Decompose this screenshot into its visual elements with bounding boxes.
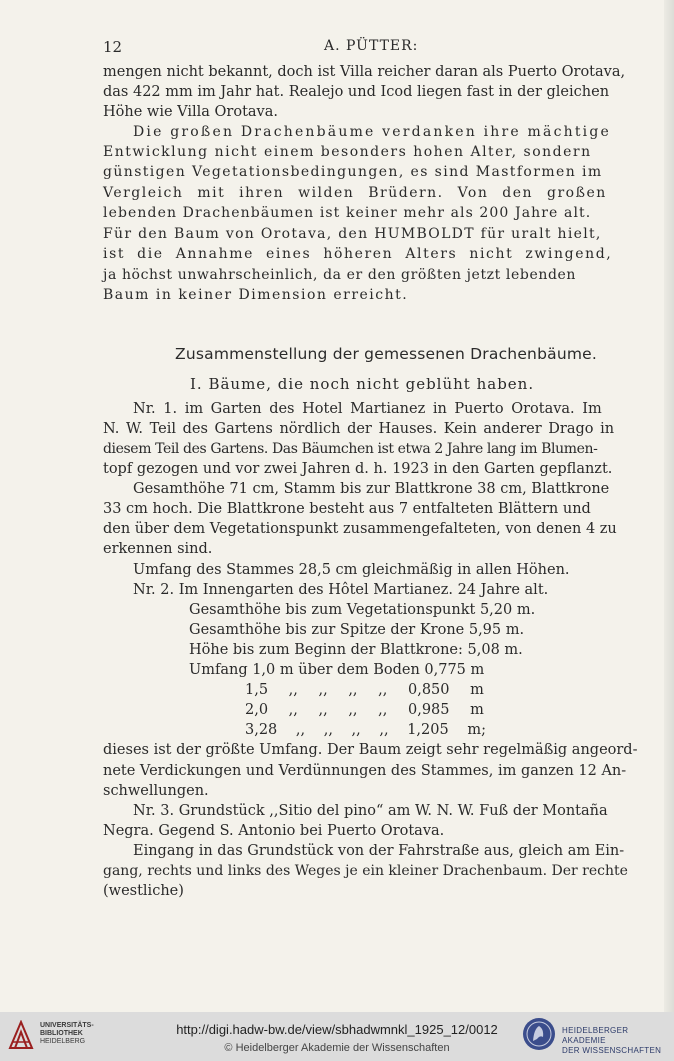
text-line: 33 cm hoch. Die Blattkrone besteht aus 7 entfalteten Blättern und bbox=[103, 501, 591, 517]
text-line: nete Verdickungen und Verdünnungen des Stammes, im ganzen 12 An- bbox=[103, 763, 627, 779]
text-line: topf gezogen und vor zwei Jahren d. h. 1923 in den Garten gepflanzt. bbox=[103, 461, 613, 477]
academy-name: HEIDELBERGER AKADEMIE DER WISSENSCHAFTEN bbox=[562, 1026, 662, 1055]
text-line: Gesamthöhe bis zur Spitze der Krone 5,95 m. bbox=[189, 622, 525, 638]
library-name: UNIVERSITÄTS- BIBLIOTHEK HEIDELBERG bbox=[40, 1022, 94, 1045]
text-line: gang, rechts und links des Weges je ein kleiner Drachenbaum. Der rechte bbox=[103, 863, 628, 879]
text-line: erkennen sind. bbox=[103, 541, 213, 557]
text-line: N. W. Teil des Gartens nördlich der Hauses. Kein anderer Drago in bbox=[103, 421, 615, 437]
text-line: Nr. 2. Im Innengarten des Hôtel Martianez. 24 Jahre alt. bbox=[133, 582, 549, 598]
text-line: 1,5 ,, ,, ,, ,, 0,850 m bbox=[245, 682, 484, 698]
copyright-notice: © Heidelberger Akademie der Wissenschaften bbox=[224, 1042, 450, 1054]
text-line: mengen nicht bekannt, doch ist Villa reicher daran als Puerto Orotava, bbox=[103, 64, 626, 80]
text-line: Höhe wie Villa Orotava. bbox=[103, 104, 278, 120]
text-line: lebenden Drachenbäumen ist keiner mehr als 200 Jahre alt. bbox=[103, 205, 592, 221]
text-line: diesem Teil des Gartens. Das Bäumchen ist etwa 2 Jahre lang im Blumen- bbox=[103, 441, 598, 457]
text-line: Die großen Drachenbäume verdanken ihre mächtige bbox=[133, 124, 611, 140]
text-line: Nr. 3. Grundstück ,,Sitio del pino“ am W. N. W. Fuß der Montaña bbox=[133, 803, 608, 819]
text-line: den über dem Vegetationspunkt zusammengefalteten, von denen 4 zu bbox=[103, 521, 617, 537]
text-line: Baum in keiner Dimension erreicht. bbox=[103, 287, 409, 303]
text-line: ist die Annahme eines höheren Alters nicht zwingend, bbox=[103, 246, 613, 262]
running-title: A. PÜTTER: bbox=[324, 38, 419, 54]
text-line: schwellungen. bbox=[103, 783, 209, 799]
text-line: Negra. Gegend S. Antonio bei Puerto Orotava. bbox=[103, 823, 445, 839]
page-number: 12 bbox=[103, 38, 123, 56]
text-line: Gesamthöhe bis zum Vegetationspunkt 5,20 m. bbox=[189, 602, 536, 618]
text-line: Für den Baum von Orotava, den HUMBOLDT für uralt hielt, bbox=[103, 226, 602, 242]
text-line: dieses ist der größte Umfang. Der Baum zeigt sehr regelmäßig angeord- bbox=[103, 742, 638, 758]
text-line: Entwicklung nicht einem besonders hohen Alter, sondern bbox=[103, 144, 592, 160]
text-line: Höhe bis zum Beginn der Blattkrone: 5,08 m. bbox=[189, 642, 523, 658]
text-line: ja höchst unwahrscheinlich, da er den größten jetzt lebenden bbox=[103, 267, 577, 283]
text-line: günstigen Vegetationsbedingungen, es sind Mastformen im bbox=[103, 164, 603, 180]
academy-seal-icon bbox=[522, 1017, 556, 1051]
text-line: Umfang des Stammes 28,5 cm gleichmäßig in allen Höhen. bbox=[133, 562, 570, 578]
section-heading: Zusammenstellung der gemessenen Drachenbäume. bbox=[175, 345, 598, 363]
text-line: Gesamthöhe 71 cm, Stamm bis zur Blattkrone 38 cm, Blattkrone bbox=[133, 481, 610, 497]
text-line: 2,0 ,, ,, ,, ,, 0,985 m bbox=[245, 702, 484, 718]
text-line: Eingang in das Grundstück von der Fahrstraße aus, gleich am Ein- bbox=[133, 843, 625, 859]
text-line: (westliche) bbox=[103, 883, 184, 899]
text-line: das 422 mm im Jahr hat. Realejo und Icod liegen fast in der gleichen bbox=[103, 84, 610, 100]
page-edge-shadow bbox=[664, 0, 674, 1012]
permalink-url[interactable]: http://digi.hadw-bw.de/view/sbhadwmnkl_1925_12/0012 bbox=[176, 1022, 498, 1037]
text-line: 3,28 ,, ,, ,, ,, 1,205 m; bbox=[245, 722, 486, 738]
text-line: Nr. 1. im Garten des Hotel Martianez in Puerto Orotava. Im bbox=[133, 401, 602, 417]
text-line: Vergleich mit ihren wilden Brüdern. Von den großen bbox=[103, 185, 607, 201]
subheading: I. Bäume, die noch nicht geblüht haben. bbox=[190, 375, 535, 393]
text-line: Umfang 1,0 m über dem Boden 0,775 m bbox=[189, 662, 485, 678]
